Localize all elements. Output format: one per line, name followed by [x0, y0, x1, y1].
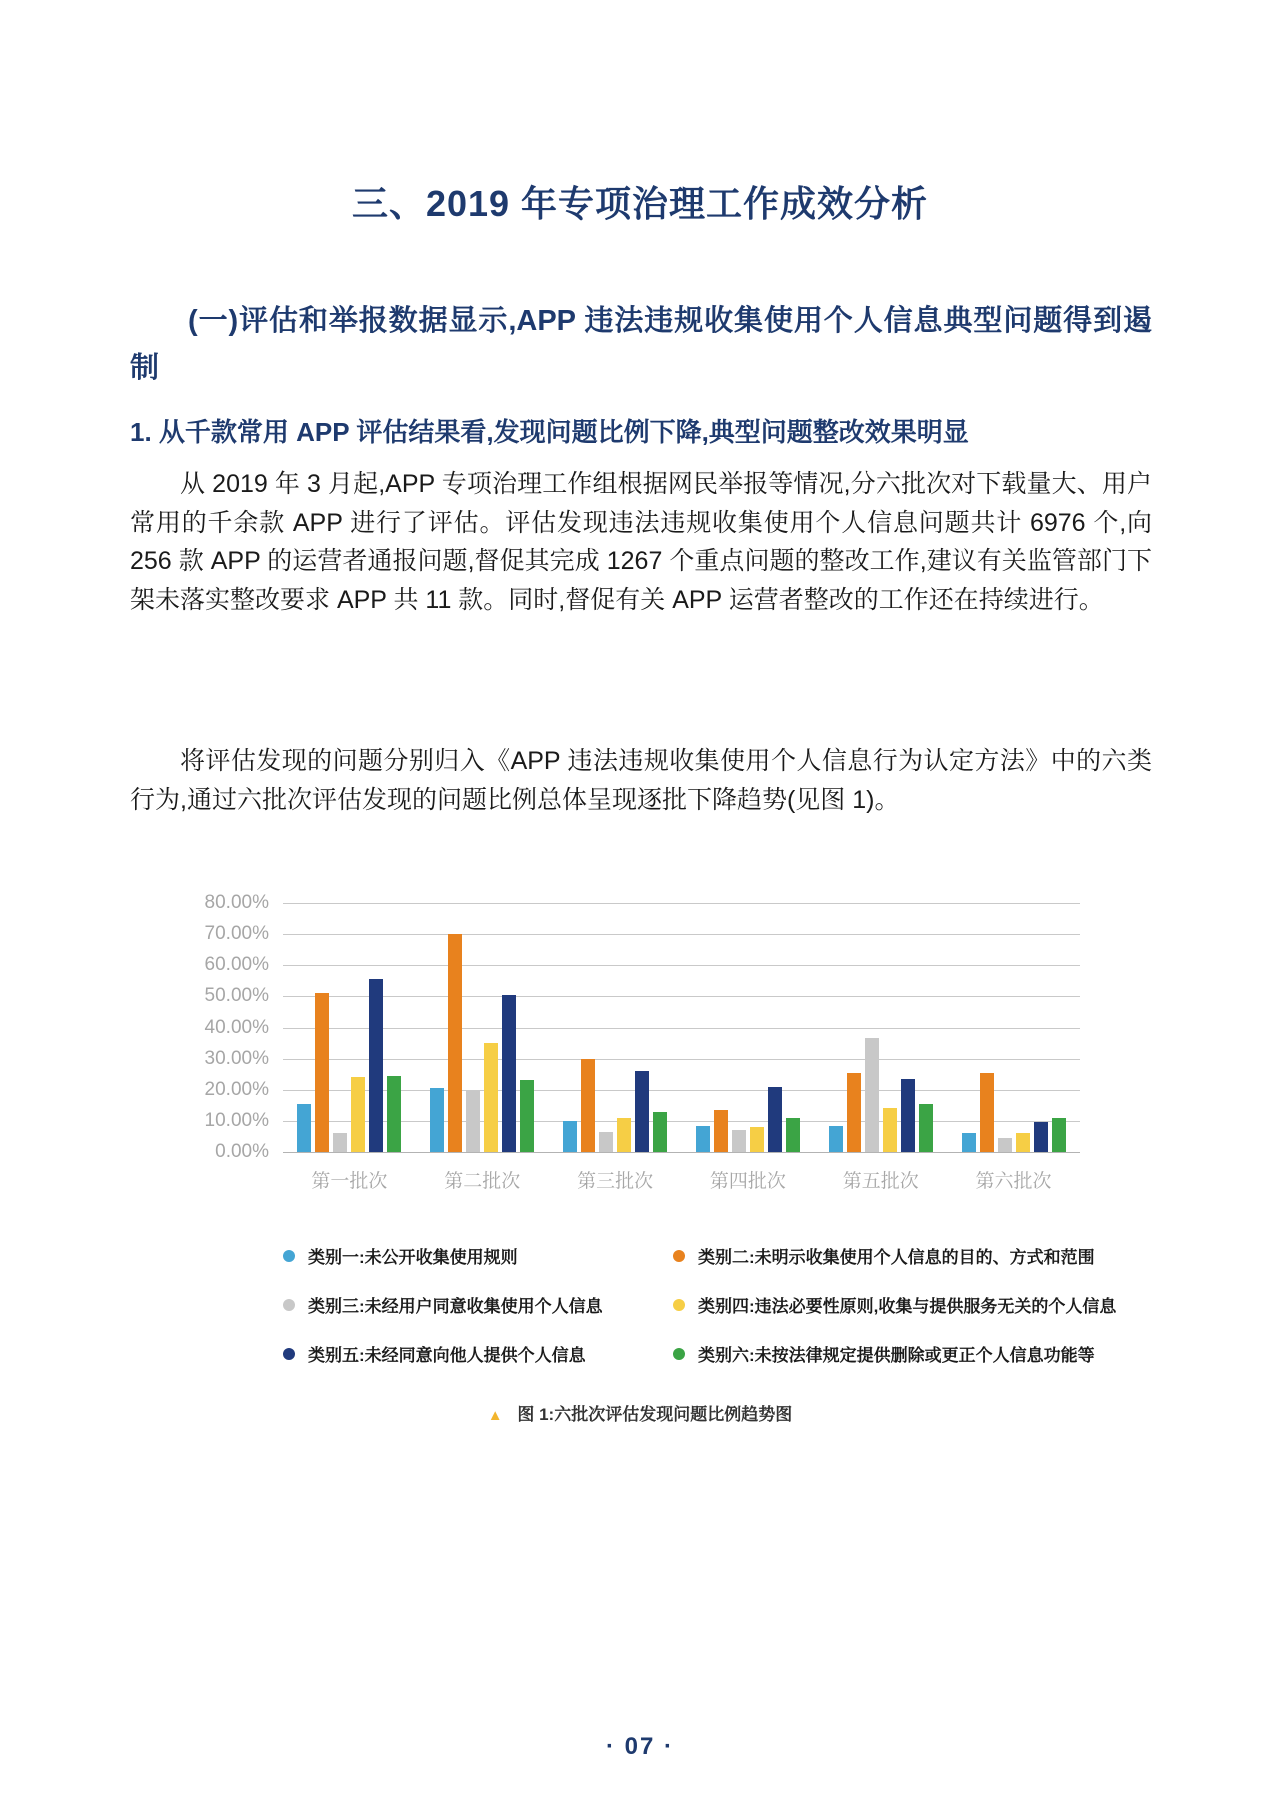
y-axis-tick-label: 30.00% [204, 1047, 269, 1069]
chart-x-axis [283, 1166, 1080, 1193]
bar [750, 1127, 764, 1152]
legend-dot-icon [673, 1299, 685, 1311]
bar [732, 1130, 746, 1152]
bar [351, 1077, 365, 1152]
bar [599, 1132, 613, 1152]
bar [786, 1118, 800, 1152]
bar [581, 1059, 595, 1152]
bar [369, 979, 383, 1152]
legend-label: 类别五:未经同意向他人提供个人信息 [308, 1346, 586, 1365]
body-paragraph-2: 将评估发现的问题分别归入《APP 违法违规收集使用个人信息行为认定方法》中的六类行为,通过六批次评估发现的问题比例总体呈现逐批下降趋势(见图 1)。 [130, 747, 1152, 814]
bar [980, 1073, 994, 1152]
bar [714, 1110, 728, 1152]
y-axis-tick-label: 80.00% [204, 892, 269, 913]
legend-label: 类别二:未明示收集使用个人信息的目的、方式和范围 [698, 1248, 1095, 1267]
x-axis-tick-label: 第四批次 [709, 1171, 786, 1192]
bar [635, 1071, 649, 1152]
x-axis-tick-label: 第一批次 [311, 1171, 388, 1192]
legend-label: 类别六:未按法律规定提供删除或更正个人信息功能等 [698, 1346, 1095, 1365]
bar [563, 1121, 577, 1152]
bar [502, 995, 516, 1152]
x-axis-tick-label: 第三批次 [577, 1171, 654, 1192]
legend-item [673, 1292, 1116, 1317]
chart-legend [283, 1243, 1117, 1366]
y-axis-tick-label: 60.00% [204, 954, 269, 976]
bar [883, 1108, 897, 1152]
bar-chart [200, 892, 1080, 1193]
bar-groups [283, 903, 1080, 1152]
y-axis-tick-label: 40.00% [204, 1016, 269, 1038]
bar [430, 1088, 444, 1152]
bar [448, 934, 462, 1152]
bar [387, 1076, 401, 1152]
bar [696, 1126, 710, 1152]
bar [333, 1133, 347, 1152]
legend-item [283, 1243, 673, 1268]
grid-line [283, 1152, 1080, 1153]
legend-dot-icon [283, 1348, 295, 1360]
legend-item [283, 1292, 673, 1317]
legend-label: 类别一:未公开收集使用规则 [308, 1248, 518, 1267]
subsection-heading: 1. 从千款常用 APP 评估结果看,发现问题比例下降,典型问题整改效果明显 [130, 417, 969, 447]
legend-label: 类别三:未经用户同意收集使用个人信息 [308, 1297, 603, 1316]
bar [466, 1091, 480, 1152]
legend-item [283, 1341, 673, 1366]
page-title: 三、2019 年专项治理工作成效分析 [351, 183, 929, 225]
x-axis-tick-label: 第二批次 [444, 1171, 521, 1192]
bar [1016, 1133, 1030, 1152]
bar-group [283, 903, 416, 1152]
bar [1052, 1118, 1066, 1152]
bar [768, 1087, 782, 1152]
figure-caption [0, 1400, 1280, 1425]
bar [484, 1043, 498, 1152]
legend-item [673, 1341, 1116, 1366]
triangle-marker-icon: ▲ [487, 1407, 503, 1424]
bar-group [947, 903, 1080, 1152]
legend-dot-icon [283, 1250, 295, 1262]
legend-dot-icon [283, 1299, 295, 1311]
bar [617, 1118, 631, 1152]
bar [297, 1104, 311, 1152]
bar-group [549, 903, 682, 1152]
bar [962, 1133, 976, 1152]
x-axis-tick-label: 第六批次 [975, 1171, 1052, 1192]
y-axis-tick-label: 10.00% [204, 1109, 269, 1131]
legend-dot-icon [673, 1250, 685, 1262]
legend-label: 类别四:违法必要性原则,收集与提供服务无关的个人信息 [698, 1297, 1117, 1316]
legend-dot-icon [673, 1348, 685, 1360]
bar-group [681, 903, 814, 1152]
bar [520, 1080, 534, 1152]
legend-item [673, 1243, 1116, 1268]
section-heading: (一)评估和举报数据显示,APP 违法违规收集使用个人信息典型问题得到遏制 [130, 305, 1152, 385]
bar [1034, 1122, 1048, 1152]
bar [829, 1126, 843, 1152]
bar [315, 993, 329, 1152]
body-paragraph-1: 从 2019 年 3 月起,APP 专项治理工作组根据网民举报等情况,分六批次对下载量大、用户常用的千余款 APP 进行了评估。评估发现违法违规收集使用个人信息问题共计 6976 个,向 256 款 APP 的运营者通报问题,督促其完成 1267 个重点问题的整改工作,建议有关监管部门下架未落实整改要求 APP 共 11 款。同时,督促有关 APP 运营者整改的工作还在持续进行。 [130, 470, 1152, 614]
figure-caption-text: 图 1:六批次评估发现问题比例趋势图 [517, 1405, 793, 1424]
bar [998, 1138, 1012, 1152]
bar [919, 1104, 933, 1152]
bar-group [416, 903, 549, 1152]
y-axis-tick-label: 70.00% [204, 923, 269, 945]
page-number: · 07 · [605, 1733, 674, 1760]
y-axis-tick-label: 20.00% [204, 1078, 269, 1100]
bar [847, 1073, 861, 1152]
bar [865, 1038, 879, 1152]
bar-group [814, 903, 947, 1152]
y-axis-tick-label: 0.00% [215, 1141, 269, 1162]
bar [653, 1112, 667, 1152]
y-axis-tick-label: 50.00% [204, 985, 269, 1007]
chart-plot [204, 892, 1080, 1162]
bar [901, 1079, 915, 1152]
x-axis-tick-label: 第五批次 [842, 1171, 919, 1192]
